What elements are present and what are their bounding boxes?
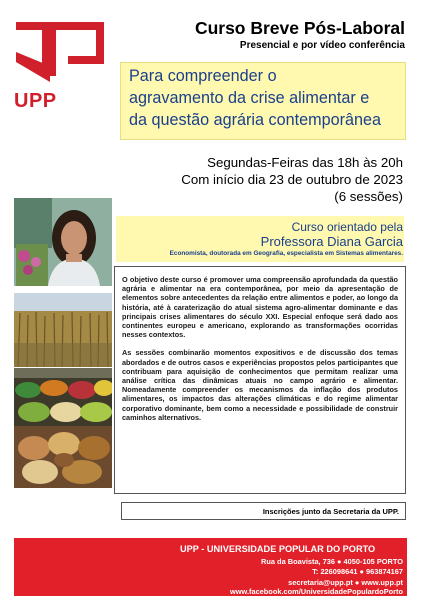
wheat-field-photo <box>14 293 112 367</box>
instructor-description: Economista, doutorada em Geografia, especialista em Sistemas alimentares. <box>169 250 403 257</box>
footer-phone: T: 226098641 ● 963874167 <box>312 567 403 576</box>
footer-institution-name: UPP - UNIVERSIDADE POPULAR DO PORTO <box>180 544 376 554</box>
schedule-sessions: (6 sessões) <box>334 189 403 204</box>
registration-box <box>121 502 406 520</box>
schedule-start: Com início dia 23 de outubro de 2023 <box>181 172 403 187</box>
schedule-days: Segundas-Feiras das 18h às 20h <box>207 155 403 170</box>
portrait-photo <box>14 198 112 286</box>
title-line: Para compreender o <box>129 67 277 85</box>
description-paragraph: O objetivo deste curso é promover uma compreensão aprofundada da questão agrária e alimentar na era contemporânea, por meio da apresentação de elementos sobre antecedentes da relação entre alimentos e poder, ao longo da história, até à caraterização do atual sistema agro-alimentar dominante e das principais crises alimentares do século XXI. Especial enfoque será dado aos continentes europeu e americano, explorando as transformações ocorridas nesses contextos. <box>122 275 398 340</box>
footer-contact-band <box>14 538 407 596</box>
instructor-name: Professora Diana Garcia <box>260 234 403 249</box>
title-line: da questão agrária contemporânea <box>129 111 381 129</box>
course-mode: Presencial e por vídeo conferência <box>239 40 405 51</box>
course-topic-title <box>129 65 405 131</box>
schedule <box>181 154 403 205</box>
orientation-label: Curso orientado pela <box>291 220 403 234</box>
logo-text: UPP <box>14 90 57 112</box>
grains-hands-photo <box>14 426 112 488</box>
title-line: agravamento da crise alimentar e <box>129 89 370 107</box>
footer-address: Rua da Boavista, 736 ● 4050-105 PORTO <box>261 557 403 566</box>
food-market-photo <box>14 368 112 426</box>
course-title: Curso Breve Pós-Laboral <box>194 18 405 38</box>
footer-email-website[interactable]: secretaria@upp.pt ● www.upp.pt <box>288 578 403 587</box>
description-box <box>114 266 406 494</box>
registration-text: Inscrições junto da Secretaria da UPP. <box>262 507 399 516</box>
description-paragraph: As sessões combinarão momentos expositivos e de discussão dos temas abordados e de outros casos e experiências propostos pelos participantes que contribuam para aquisição de conhecimentos que permitam realizar uma análise crítica das dinâmicas atuais no campo agrário e alimentar. Nomeadamente compreender os mecanismos da inflação dos produtos alimentares, os impactos das alterações climáticas e do regime alimentar corporativo dominante, bem como a necessidade e possibilidade de construir caminhos alternativos. <box>122 348 398 422</box>
footer-facebook-link[interactable]: www.facebook.com/UniversidadePopulardoPorto <box>229 587 403 596</box>
title-box <box>120 62 406 140</box>
